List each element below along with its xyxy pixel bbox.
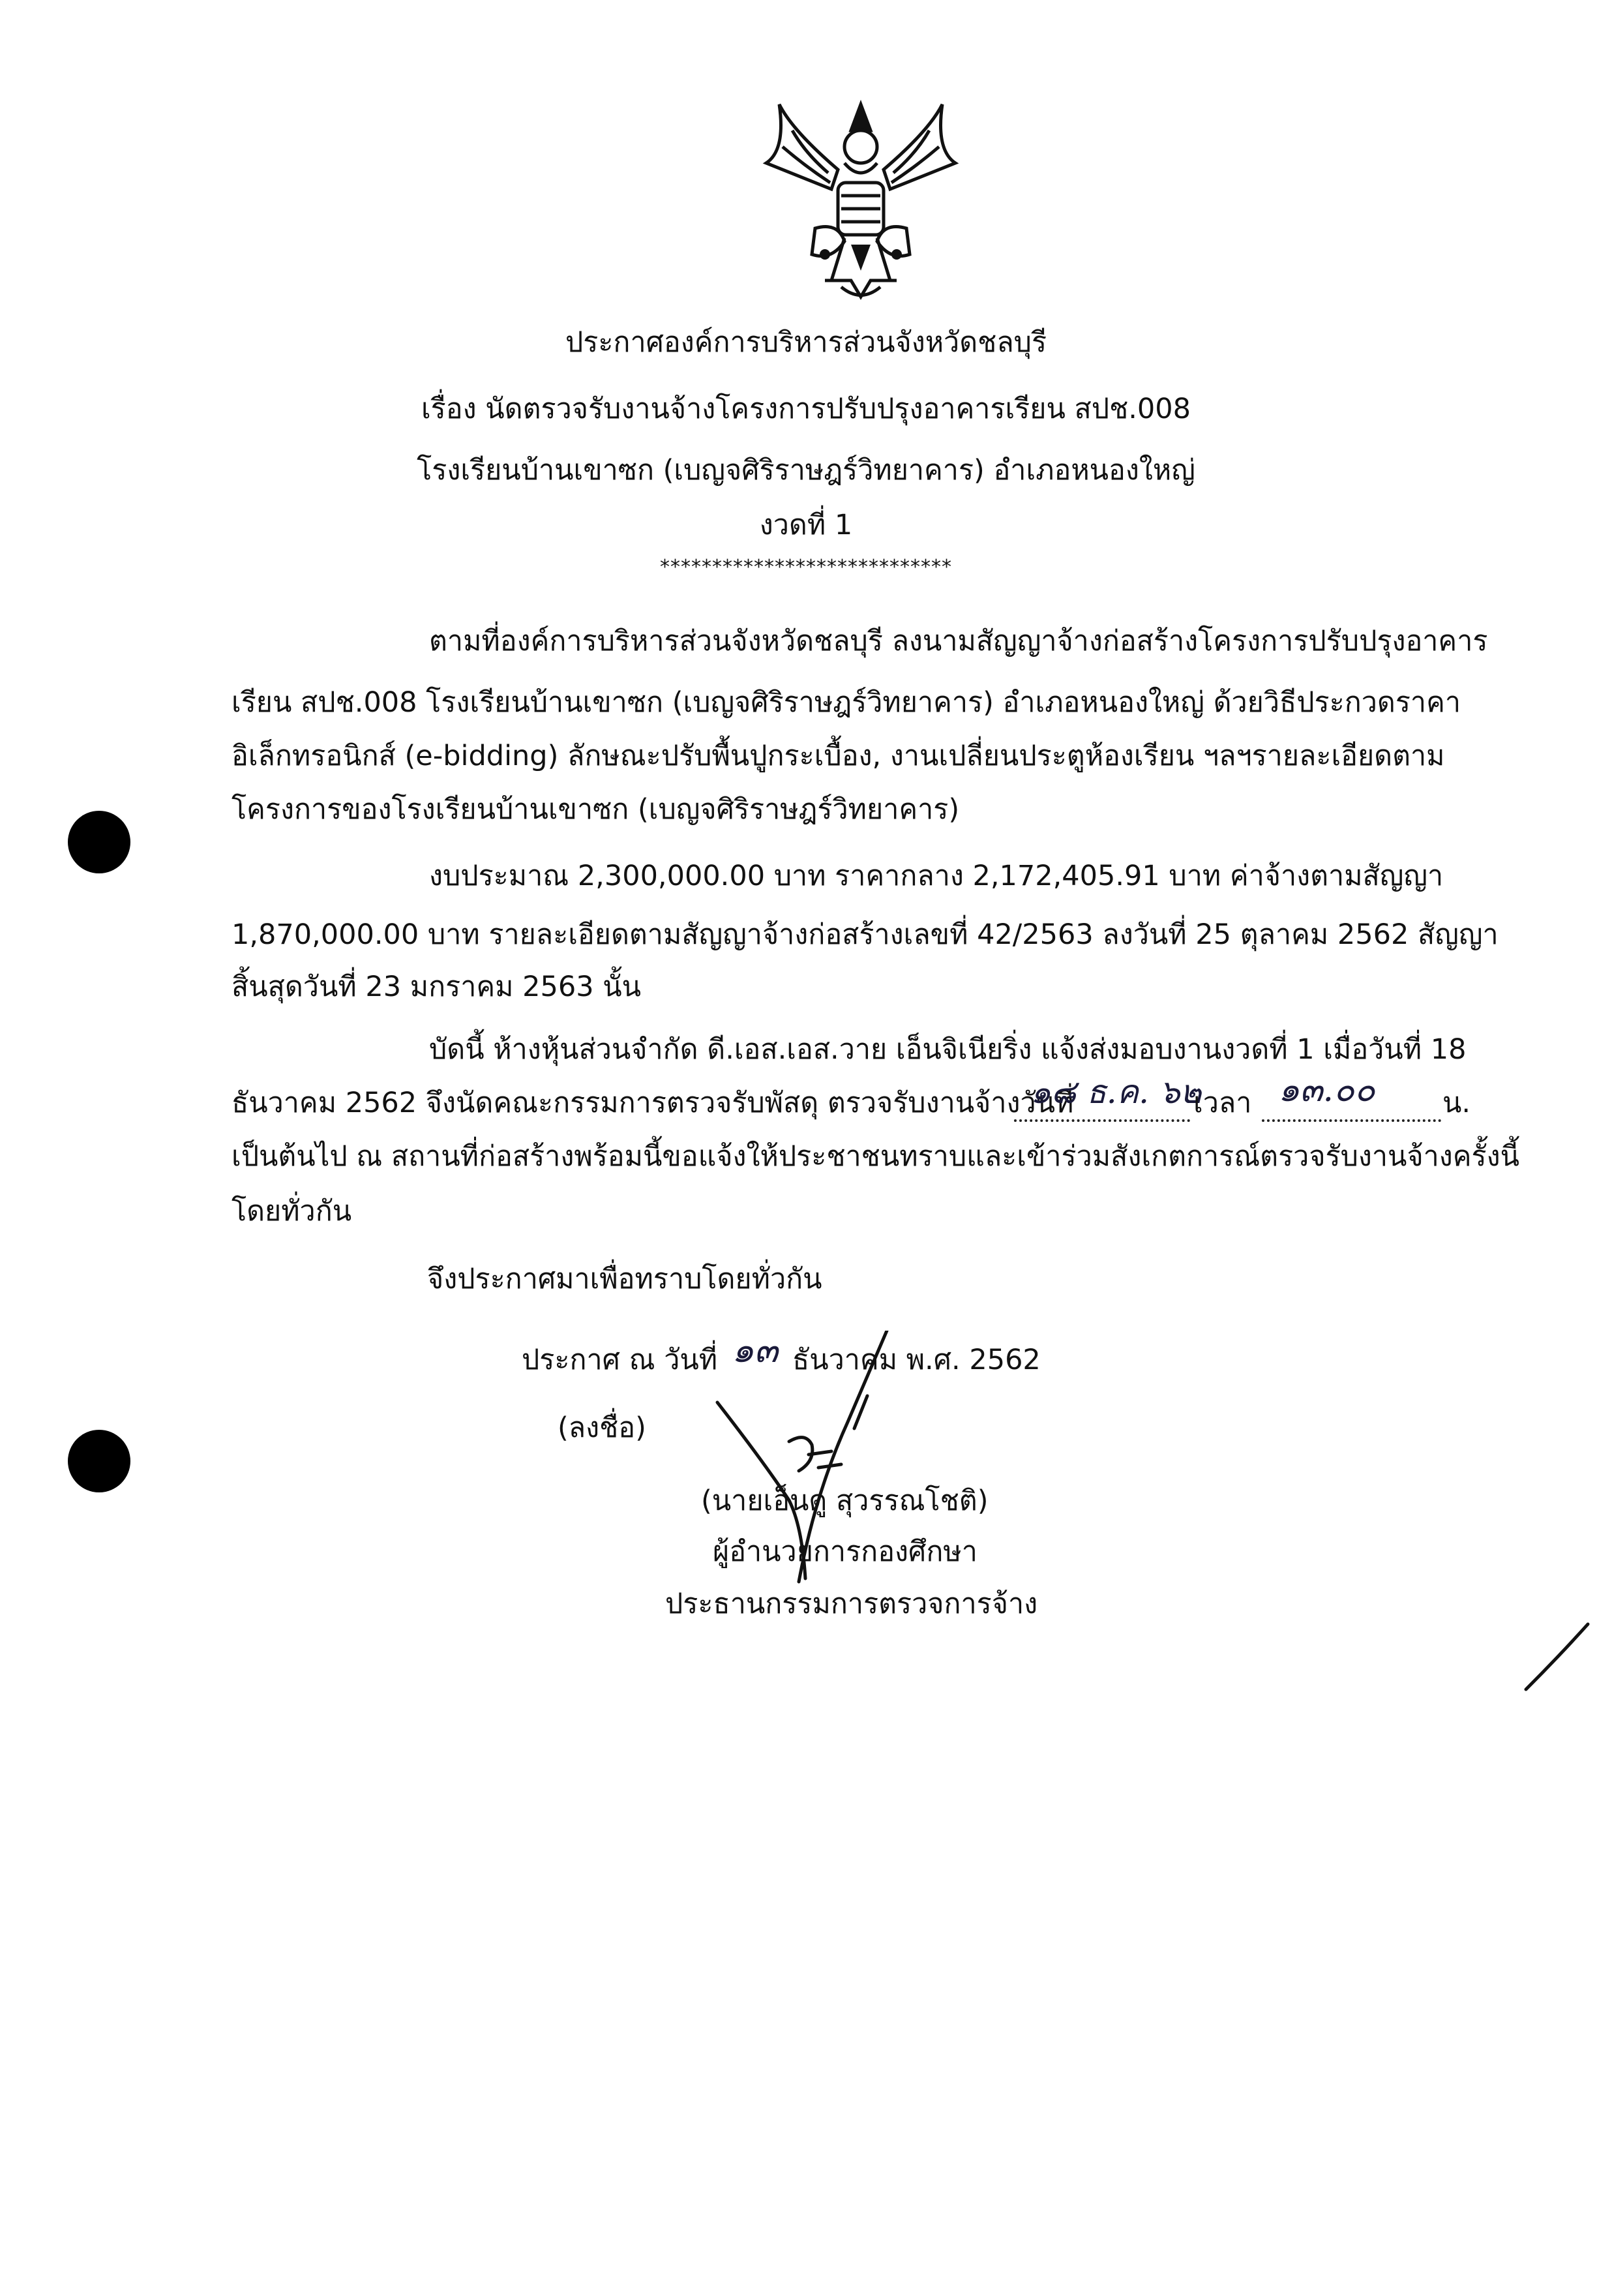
separator: ****************************: [660, 556, 952, 579]
garuda-emblem-icon: [753, 91, 968, 307]
handwritten-announce-day: ๑๓: [732, 1329, 779, 1370]
handwritten-inspection-date: ๑๘ ธ.ค. ๖๒: [1030, 1073, 1202, 1111]
para1-line3: อิเล็กทรอนิกส์ (e-bidding) ลักษณะปรับพื้นปูกระเบื้อง, งานเปลี่ยนประตูห้องเรียน ฯลฯรายละเอียดตาม: [231, 740, 1445, 772]
para2-line2: 1,870,000.00 บาท รายละเอียดตามสัญญาจ้างก่อสร้างเลขที่ 42/2563 ลงวันที่ 25 ตุลาคม 2562 สัญญา: [231, 918, 1499, 951]
para1-line1: ตามที่องค์การบริหารส่วนจังหวัดชลบุรี ลงนามสัญญาจ้างก่อสร้างโครงการปรับปรุงอาคาร: [429, 625, 1488, 657]
installment-line: งวดที่ 1: [759, 509, 853, 541]
subject-line: เรื่อง นัดตรวจรับงานจ้างโครงการปรับปรุงอาคารเรียน สปช.008: [421, 393, 1191, 425]
para2-line1: งบประมาณ 2,300,000.00 บาท ราคากลาง 2,172,405.91 บาท ค่าจ้างตามสัญญา: [429, 860, 1444, 892]
handwritten-inspection-time: ๑๓.๐๐: [1278, 1070, 1375, 1110]
announce-date-suffix: ธันวาคม พ.ศ. 2562: [792, 1344, 1041, 1376]
time-label: เวลา: [1193, 1087, 1252, 1119]
punch-hole-lower: [68, 1430, 130, 1492]
para3-line1: บัดนี้ ห้างหุ้นส่วนจำกัด ดี.เอส.เอส.วาย เอ็นจิเนียริ่ง แจ้งส่งมอบงานงวดที่ 1 เมื่อวันที่ 18: [429, 1033, 1467, 1066]
para3-line2-prefix: ธันวาคม 2562 จึงนัดคณะกรรมการตรวจรับพัสดุ ตรวจรับงานจ้างวันที่: [231, 1087, 1074, 1119]
time-unit: น.: [1442, 1087, 1471, 1119]
signer-title: ผู้อำนวยการกองศึกษา: [713, 1535, 978, 1568]
para3-line3: เป็นต้นไป ณ สถานที่ก่อสร้างพร้อมนี้ขอแจ้งให้ประชาชนทราบและเข้าร่วมสังเกตการณ์ตรวจรับงานจ้างครั้งนี้: [231, 1140, 1520, 1173]
date-dotted-line: [1014, 1119, 1190, 1122]
school-line: โรงเรียนบ้านเขาซก (เบญจศิริราษฎร์วิทยาคาร) อำเภอหนองใหญ่: [417, 454, 1195, 487]
para3-line4: โดยทั่วกัน: [231, 1195, 352, 1228]
para1-line4: โครงการของโรงเรียนบ้านเขาซก (เบญจศิริราษฎร์วิทยาคาร): [231, 793, 960, 826]
announcement-title: ประกาศองค์การบริหารส่วนจังหวัดชลบุรี: [565, 326, 1047, 359]
signer-role: ประธานกรรมการตรวจการจ้าง: [665, 1588, 1038, 1620]
time-dotted-line: [1262, 1119, 1441, 1122]
announce-date-prefix: ประกาศ ณ วันที่: [522, 1344, 718, 1376]
punch-hole-upper: [68, 811, 130, 873]
closing-announce: จึงประกาศมาเพื่อทราบโดยทั่วกัน: [427, 1263, 822, 1295]
sign-label: (ลงชื่อ): [558, 1412, 646, 1444]
signer-name: (นายเอ็นดู สุวรรณโชติ): [701, 1485, 989, 1517]
para2-line3: สิ้นสุดวันที่ 23 มกราคม 2563 นั้น: [231, 971, 642, 1003]
pen-stroke-mark: [1519, 1618, 1598, 1696]
para1-line2: เรียน สปช.008 โรงเรียนบ้านเขาซก (เบญจศิริราษฎร์วิทยาคาร) อำเภอหนองใหญ่ ด้วยวิธีประกวดราคา: [231, 686, 1461, 719]
